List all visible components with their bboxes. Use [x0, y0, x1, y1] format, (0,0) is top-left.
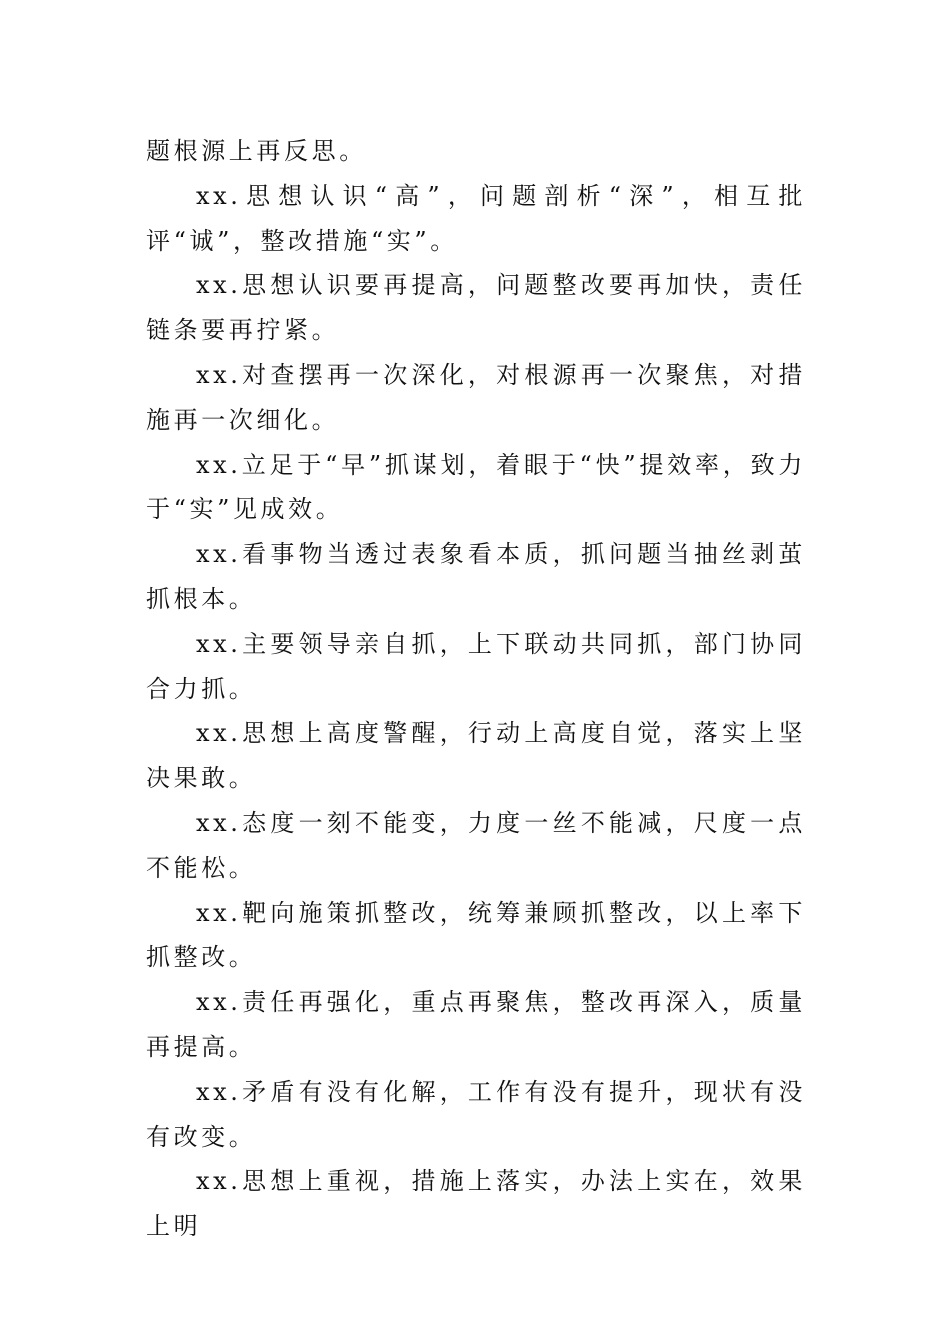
paragraph: xx.思想认识“高”，问题剖析“深”，相互批评“诚”，整改措施“实”。: [146, 181, 806, 255]
paragraph: xx.思想上重视，措施上落实，办法上实在，效果上明: [146, 1167, 806, 1241]
document-body: [146, 129, 806, 1249]
paragraph: xx.思想认识要再提高，问题整改要再加快，责任链条要再拧紧。: [146, 271, 806, 345]
paragraph: xx.矛盾有没有化解，工作有没有提升，现状有没有改变。: [146, 1077, 806, 1151]
paragraph: xx.对查摆再一次深化，对根源再一次聚焦，对措施再一次细化。: [146, 360, 806, 434]
paragraph: xx.责任再强化，重点再聚焦，整改再深入，质量再提高。: [146, 988, 806, 1061]
paragraph: xx.立足于“早”抓谋划，着眼于“快”提效率，致力于“实”见成效。: [146, 450, 806, 524]
paragraph: xx.看事物当透过表象看本质，抓问题当抽丝剥茧抓根本。: [146, 540, 806, 613]
paragraph: 题根源上再反思。: [146, 137, 367, 165]
paragraph: xx.思想上高度警醒，行动上高度自觉，落实上坚决果敢。: [146, 719, 806, 793]
paragraph: xx.态度一刻不能变，力度一丝不能减，尺度一点不能松。: [146, 808, 806, 882]
paragraph: xx.主要领导亲自抓，上下联动共同抓，部门协同合力抓。: [146, 629, 806, 703]
paragraph: xx.靶向施策抓整改，统筹兼顾抓整改，以上率下抓整改。: [146, 898, 806, 972]
